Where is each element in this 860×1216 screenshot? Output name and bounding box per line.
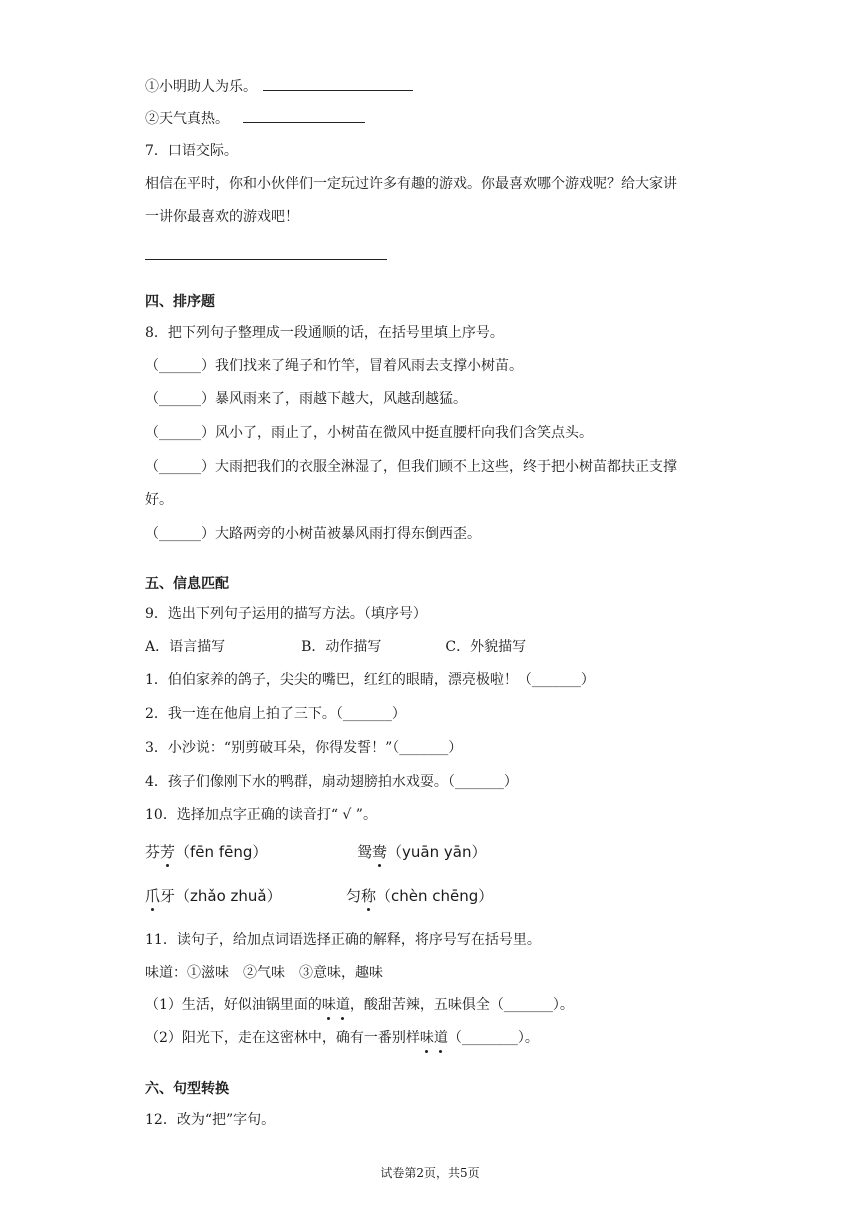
q7-text-line-1: 相信在平时，你和小伙伴们一定玩过许多有趣的游戏。你最喜欢哪个游戏呢？给大家讲 — [145, 176, 677, 192]
page-footer: 试卷第2页，共5页 — [380, 1166, 480, 1180]
q6-item-1-text: ①小明助人为乐。 — [145, 79, 257, 95]
answer-blank[interactable] — [263, 76, 413, 91]
pinyin-reading: （yuān yān） — [387, 843, 487, 861]
dotted-char: 鸯 — [372, 843, 388, 861]
dotted-word: 味道 — [419, 1030, 448, 1046]
q11-title: 11．读句子，给加点词语选择正确的解释，将序号写在括号里。 — [145, 932, 541, 948]
q7-title: 7．口语交际。 — [145, 143, 238, 159]
q7-text-line-2: 一讲你最喜欢的游戏吧！ — [145, 209, 299, 225]
pinyin-item: 芬芳（fēn fēng） — [145, 843, 268, 861]
q9-options — [145, 637, 526, 657]
q9-item: 1．伯伯家养的鸽子，尖尖的嘴巴，红红的眼睛，漂亮极啦！（_______） — [145, 672, 595, 688]
q6-item-2 — [145, 108, 365, 129]
option-a: A．语言描写 — [145, 639, 226, 655]
q9-title: 9．选出下列句子运用的描写方法。（填序号） — [145, 606, 427, 622]
pinyin-reading: （fēn fēng） — [175, 843, 268, 861]
pinyin-reading: （zhǎo zhuǎ） — [175, 887, 282, 905]
dotted-word: 味道 — [321, 997, 350, 1013]
pinyin-reading: （chèn chēng） — [376, 887, 494, 905]
q11-sentence-2: （2）阳光下，走在这密林中，确有一番别样味道（________）。 — [145, 1030, 539, 1046]
dotted-char: 称 — [361, 887, 377, 905]
dotted-char: 芳 — [160, 843, 176, 861]
q8-item-continued: 好。 — [145, 492, 173, 508]
option-b: B．动作描写 — [301, 639, 382, 655]
section-6-heading: 六、句型转换 — [145, 1081, 229, 1097]
option-c: C．外貌描写 — [445, 639, 527, 655]
q8-item: （______）风小了，雨止了，小树苗在微风中挺直腰杆向我们含笑点头。 — [145, 425, 593, 441]
q6-item-2-text: ②天气真热。 — [145, 111, 229, 127]
q8-item: （______）大雨把我们的衣服全淋湿了，但我们顾不上这些，终于把小树苗都扶正支撑 — [145, 459, 677, 475]
q10-title: 10．选择加点字正确的读音打“ √ ”。 — [145, 807, 377, 823]
q8-item: （______）我们找来了绳子和竹竿，冒着风雨去支撑小树苗。 — [145, 358, 523, 374]
section-5-heading: 五、信息匹配 — [145, 576, 229, 592]
q12-title: 12．改为“把”字句。 — [145, 1112, 276, 1128]
q6-item-1 — [145, 76, 413, 97]
q9-item: 2．我一连在他肩上拍了三下。（_______） — [145, 706, 406, 722]
q9-item: 3．小沙说：“别剪破耳朵，你得发誓！”（_______） — [145, 740, 463, 756]
q9-item: 4．孩子们像刚下水的鸭群，扇动翅膀拍水戏耍。（_______） — [145, 774, 518, 790]
pinyin-item: 鸳鸯（yuān yān） — [357, 843, 487, 861]
q11-options: 味道：①滋味 ②气味 ③意味，趣味 — [145, 965, 383, 981]
q8-title: 8．把下列句子整理成一段通顺的话，在括号里填上序号。 — [145, 325, 504, 341]
q11-sentence-1: （1）生活，好似油锅里面的味道，酸甜苦辣，五味俱全（_______）。 — [145, 997, 574, 1013]
pinyin-item: 匀称（chèn chēng） — [346, 887, 494, 905]
section-4-heading: 四、排序题 — [145, 294, 215, 310]
q7-answer-line[interactable] — [145, 259, 387, 260]
dotted-char: 爪 — [145, 887, 161, 905]
q8-item: （______）大路两旁的小树苗被暴风雨打得东倒西歪。 — [145, 526, 481, 542]
pinyin-item: 爪牙（zhǎo zhuǎ） — [145, 887, 282, 905]
q8-item: （______）暴风雨来了，雨越下越大，风越刮越猛。 — [145, 391, 467, 407]
answer-blank[interactable] — [243, 108, 365, 123]
